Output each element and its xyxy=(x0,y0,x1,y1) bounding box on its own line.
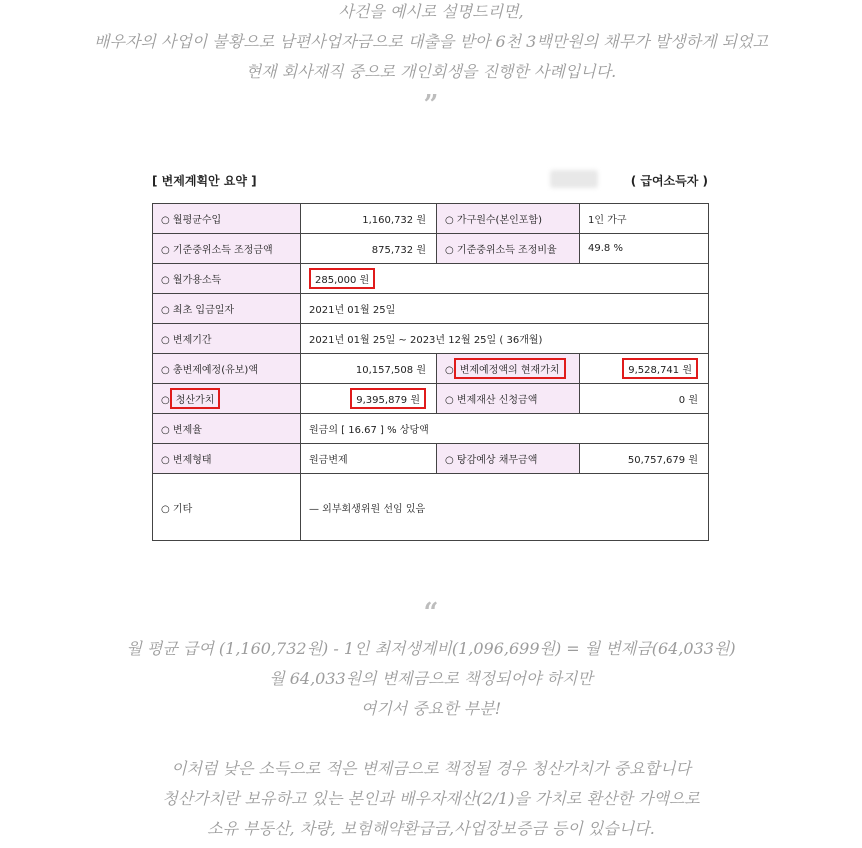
table-row xyxy=(153,354,709,384)
label-cell: ○ 변제재산 신청금액 xyxy=(437,384,580,414)
label-cell xyxy=(437,354,580,384)
value-cell xyxy=(301,384,437,414)
table-row xyxy=(153,474,709,541)
table-row xyxy=(153,444,709,474)
explanation-line: 소유 부동산, 차량, 보험해약환급금,사업장보증금 등이 있습니다. xyxy=(207,819,655,838)
explanation-text xyxy=(0,634,862,844)
label-cell xyxy=(153,384,301,414)
value-cell: 1인 가구 xyxy=(580,204,709,234)
explanation-line: 이처럼 낮은 소득으로 적은 변제금으로 책정될 경우 청산가치가 중요합니다 xyxy=(171,759,691,778)
income-type: ( 급여소득자 ) xyxy=(630,174,708,188)
value-cell: 2021년 01월 25일 xyxy=(301,294,709,324)
label-cell: ○ 기준중위소득 조정비율 xyxy=(437,234,580,264)
label-cell: ○ 최초 입금일자 xyxy=(153,294,301,324)
redacted-name xyxy=(550,170,598,188)
explanation-line: 월 평균 급여 (1,160,732원) - 1인 최저생계비(1,096,699원) = 월 변제금(64,033원) xyxy=(126,639,736,658)
table-row xyxy=(153,414,709,444)
table-row xyxy=(153,234,709,264)
label-cell: ○ 월평균수입 xyxy=(153,204,301,234)
value-cell: 875,732 원 xyxy=(301,234,437,264)
label-cell: ○ 가구원수(본인포함) xyxy=(437,204,580,234)
intro-text xyxy=(0,0,862,87)
opening-quote-mark: “ xyxy=(423,598,439,628)
value-cell: 10,157,508 원 xyxy=(301,354,437,384)
highlighted-value: 9,528,741 원 xyxy=(622,358,698,379)
table-row xyxy=(153,324,709,354)
bullet: ○ xyxy=(161,395,170,406)
table-row xyxy=(153,294,709,324)
label-cell: ○ 기타 xyxy=(153,474,301,541)
value-cell: — 외부회생위원 선임 있음 xyxy=(301,474,709,541)
label-cell: ○ 탕감예상 채무금액 xyxy=(437,444,580,474)
label-cell: ○ 기준중위소득 조정금액 xyxy=(153,234,301,264)
highlighted-value: 9,395,879 원 xyxy=(350,388,426,409)
label-cell: ○ 변제기간 xyxy=(153,324,301,354)
intro-line: 사건을 예시로 설명드리면, xyxy=(338,2,524,21)
repayment-plan-summary xyxy=(152,168,708,515)
closing-quote-mark: ” xyxy=(423,90,439,120)
explanation-line: 여기서 중요한 부분! xyxy=(360,699,502,718)
label-cell: ○ 총변제예정(유보)액 xyxy=(153,354,301,384)
value-cell: 0 원 xyxy=(580,384,709,414)
label-cell: ○ 월가용소득 xyxy=(153,264,301,294)
highlighted-label: 변제예정액의 현재가치 xyxy=(454,358,566,379)
value-cell: 50,757,679 원 xyxy=(580,444,709,474)
intro-line: 현재 회사재직 중으로 개인회생을 진행한 사례입니다. xyxy=(245,62,617,81)
value-cell: 1,160,732 원 xyxy=(301,204,437,234)
table-row xyxy=(153,204,709,234)
highlighted-label: 청산가치 xyxy=(170,388,221,409)
explanation-line: 청산가치란 보유하고 있는 본인과 배우자재산(2/1)을 가치로 환산한 가액으로 xyxy=(162,789,700,808)
intro-line: 배우자의 사업이 불황으로 남편사업자금으로 대출을 받아 6천 3백만원의 채무가 발생하게 되었고 xyxy=(93,32,768,51)
value-cell xyxy=(580,354,709,384)
value-cell: 원금변제 xyxy=(301,444,437,474)
label-cell: ○ 변제형태 xyxy=(153,444,301,474)
summary-title: [ 변제계획안 요약 ] xyxy=(152,174,257,188)
label-cell: ○ 변제율 xyxy=(153,414,301,444)
value-cell: 2021년 01월 25일 ~ 2023년 12월 25일 ( 36개월) xyxy=(301,324,709,354)
value-cell: 원금의 [ 16.67 ] % 상당액 xyxy=(301,414,709,444)
table-row xyxy=(153,384,709,414)
explanation-line: 월 64,033원의 변제금으로 책정되어야 하지만 xyxy=(269,669,593,688)
value-cell xyxy=(301,264,709,294)
value-cell: 49.8 % xyxy=(580,234,709,264)
highlighted-value: 285,000 원 xyxy=(309,268,375,289)
bullet: ○ xyxy=(445,365,454,376)
table-row xyxy=(153,264,709,294)
summary-table xyxy=(152,203,709,541)
